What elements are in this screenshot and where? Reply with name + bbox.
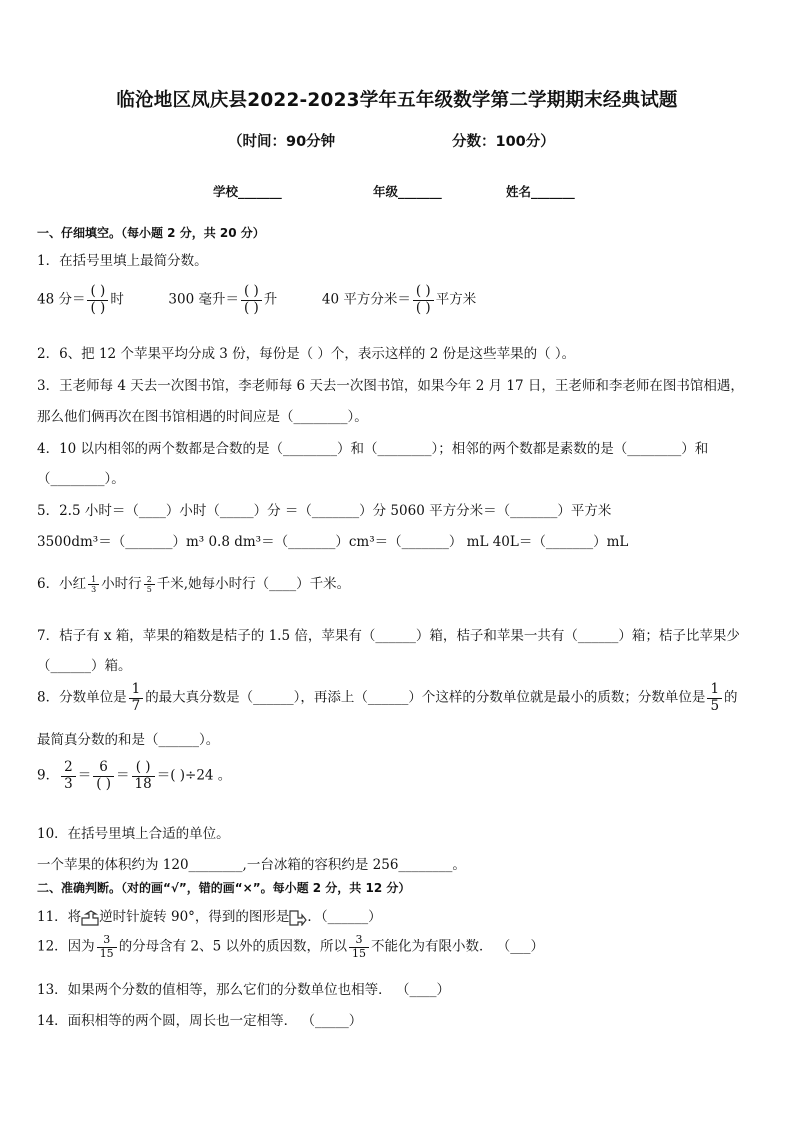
question-1-items xyxy=(37,284,476,316)
question-7-line-2: （______）箱。 xyxy=(37,658,132,674)
question-3-line-1: 3．王老师每 4 天去一次图书馆，李老师每 6 天去一次图书馆，如果今年 2 月 17 日，王老师和李老师在图书馆相遇， xyxy=(37,378,744,394)
question-12: 12．因为 $\frac{3}{15}$ 的分母含有 2、5 以外的质因数，所以 $\frac{3}{15}$ 不能化为有限小数． （___） xyxy=(37,933,544,960)
fraction: $\frac{1}{3}$ xyxy=(88,575,99,594)
name-field[interactable]: 姓名_______ xyxy=(506,184,575,199)
question-8-line-2: 最简真分数的和是（______）。 xyxy=(37,732,220,748)
fraction[interactable]: $\frac{6}{( )}$ xyxy=(93,760,114,792)
question-7-line-1: 7．桔子有 x 箱，苹果的箱数是桔子的 1.5 倍，苹果有（______）箱，桔子和苹果一共有（______）箱；桔子比苹果少 xyxy=(37,628,740,644)
q1c-right: 平方米 xyxy=(435,291,477,308)
answer-fraction[interactable]: $\frac{( )}{( )}$ xyxy=(87,284,108,316)
question-1: 1．在括号里填上最简分数。 xyxy=(37,253,208,269)
section-1-heading: 一、仔细填空。（每小题 2 分，共 20 分） xyxy=(37,226,265,240)
q1b-left: 300 毫升＝ xyxy=(168,291,239,308)
question-5-line-1: 5．2.5 小时＝（____）小时（_____）分 ＝（_______）分 5060 平方分米＝（_______）平方米 xyxy=(37,503,612,519)
section-2-heading: 二、准确判断。（对的画“√”，错的画“×”。每小题 2 分，共 12 分） xyxy=(37,881,411,895)
question-10: 10．在括号里填上合适的单位。 xyxy=(37,826,230,842)
question-9: 9． $\frac{2}{3}$ ＝ $\frac{6}{( )}$ ＝ $\frac{( )}{18}$ ＝( )÷24 。 xyxy=(37,759,232,792)
question-8: 8．分数单位是 $\frac{1}{7}$ 的最大真分数是（______），再添上（______）个这样的分数单位就是最小的质数；分数单位是 $\frac{1}{5}$ 的 xyxy=(37,681,738,714)
fraction: $\frac{1}{7}$ xyxy=(129,682,144,714)
rotated-shape-icon xyxy=(289,910,307,926)
question-3-line-2: 那么他们俩再次在图书馆相遇的时间应是（________）。 xyxy=(37,409,368,425)
arrow-shape-icon xyxy=(81,910,99,926)
fraction: $\frac{2}{3}$ xyxy=(61,760,76,792)
fraction: $\frac{3}{15}$ xyxy=(97,934,117,960)
question-4-line-1: 4．10 以内相邻的两个数都是合数的是（________）和（________）；相邻的两个数都是素数的是（________）和 xyxy=(37,441,709,457)
question-11: 11．将 逆时针旋转 90°，得到的图形是 ．（______） xyxy=(37,909,382,925)
school-field[interactable]: 学校_______ xyxy=(213,184,282,199)
q1a-right: 时 xyxy=(110,291,124,308)
question-14: 14．面积相等的两个圆，周长也一定相等． （_____） xyxy=(37,1013,363,1029)
fraction: $\frac{3}{15}$ xyxy=(349,934,369,960)
fraction: $\frac{1}{5}$ xyxy=(707,682,722,714)
answer-fraction[interactable]: $\frac{( )}{( )}$ xyxy=(413,284,434,316)
exam-time: （时间：90分钟 xyxy=(228,134,336,150)
fraction: $\frac{2}{5}$ xyxy=(144,575,155,594)
exam-score: 分数：100分） xyxy=(452,134,555,150)
q1b-right: 升 xyxy=(263,291,278,308)
answer-fraction[interactable]: $\frac{( )}{( )}$ xyxy=(241,284,262,316)
q1a-left: 48 分＝ xyxy=(37,291,86,308)
question-13: 13．如果两个分数的值相等，那么它们的分数单位也相等． （____） xyxy=(37,982,450,998)
question-5-line-2: 3500dm³＝（_______）m³ 0.8 dm³＝（_______）cm³＝（_______） mL 40L＝（_______）mL xyxy=(37,534,629,550)
question-6: 6．小红 $\frac{1}{3}$ 小时行 $\frac{2}{5}$ 千米,她每小时行（____）千米。 xyxy=(37,574,351,594)
grade-field[interactable]: 年级_______ xyxy=(373,184,442,199)
question-4-line-2: （________）。 xyxy=(37,471,125,487)
fraction[interactable]: $\frac{( )}{18}$ xyxy=(132,760,155,792)
page-title: 临沧地区凤庆县2022-2023学年五年级数学第二学期期末经典试题 xyxy=(116,90,678,111)
question-10-line-2: 一个苹果的体积约为 120________,一台冰箱的容积约是 256________。 xyxy=(37,857,466,873)
question-2: 2．6、把 12 个苹果平均分成 3 份，每份是（ ）个，表示这样的 2 份是这些苹果的（ ）。 xyxy=(37,346,576,362)
q1c-left: 40 平方分米＝ xyxy=(321,291,411,308)
